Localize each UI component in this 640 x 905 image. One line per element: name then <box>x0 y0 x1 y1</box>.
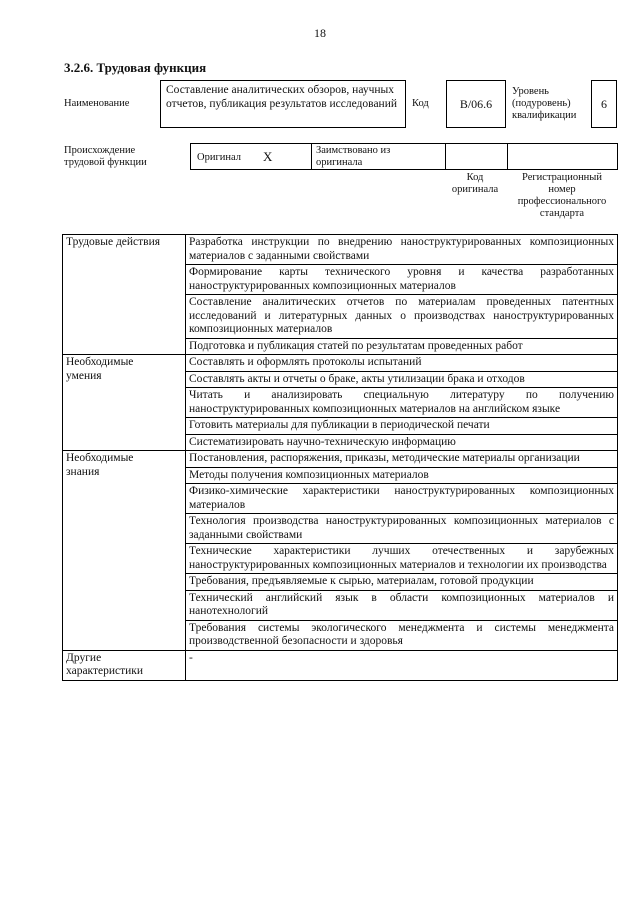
origin-label <box>64 145 147 169</box>
skill-item: Готовить материалы для публикации в периодической печати <box>186 418 618 435</box>
reg-caption-line-1: Регистрационный <box>522 172 602 183</box>
skill-item: Составлять и оформлять протоколы испытаний <box>186 355 618 372</box>
code-label: Код <box>412 98 429 109</box>
original-cell <box>191 144 311 169</box>
original-label: Оригинал <box>197 152 241 163</box>
level-label-line-3: квалификации <box>512 110 577 121</box>
reg-caption-line-4: стандарта <box>539 208 585 219</box>
skill-item: Составлять акты и отчеты о браке, акты утилизации брака и отходов <box>186 371 618 388</box>
table-row <box>63 355 618 372</box>
borrowed-label-line-1: Заимствовано из <box>316 145 391 156</box>
table-row <box>63 650 618 680</box>
function-table <box>62 234 618 681</box>
other-value: - <box>186 650 618 680</box>
labor-action-item: Составление аналитических отчетов по материалам проведенных патентных исследований и литературных данных о производствах наноструктурированных композиционных материалов <box>186 295 618 339</box>
reg-caption <box>506 172 618 220</box>
skills-label-line-1: Необходимые <box>66 356 134 368</box>
other-label-line-2: характеристики <box>66 665 144 677</box>
name-value-box <box>160 80 406 128</box>
borrowed-label-line-2: оригинала <box>316 157 363 168</box>
name-label: Наименование <box>64 98 130 109</box>
other-label <box>63 650 186 680</box>
reg-number-cell <box>507 144 617 169</box>
labor-action-item: Подготовка и публикация статей по результатам проведенных работ <box>186 338 618 355</box>
original-mark: X <box>263 149 273 164</box>
code-caption-line-1: Код <box>466 172 484 183</box>
knowledge-item: Технические характеристики лучших отечественных и зарубежных наноструктурированных композиционных материалов и технологии их производства <box>186 544 618 574</box>
other-label-line-1: Другие <box>66 651 102 664</box>
table-row <box>63 451 618 468</box>
level-label-line-1: Уровень <box>512 86 549 97</box>
skills-label-line-2: умения <box>66 369 102 382</box>
labor-actions-label: Трудовые действия <box>63 235 186 355</box>
labor-action-item: Разработка инструкции по внедрению наноструктурированных композиционных материалов с заданными свойствами <box>186 235 618 265</box>
origin-code-cell <box>445 144 507 169</box>
knowledge-item: Требования, предъявляемые к сырью, материалам, готовой продукции <box>186 574 618 591</box>
code-caption <box>444 172 506 196</box>
skill-item: Читать и анализировать специальную литературу по получению наноструктурированных композиционных материалов на английском языке <box>186 388 618 418</box>
knowledge-item: Постановления, распоряжения, приказы, методические материалы организации <box>186 451 618 468</box>
knowledge-label-line-1: Необходимые <box>66 452 134 464</box>
origin-row <box>190 143 618 170</box>
section-title: 3.2.6. Трудовая функция <box>64 60 207 75</box>
skill-item: Систематизировать научно-техническую информацию <box>186 434 618 451</box>
level-value: 6 <box>601 96 607 111</box>
borrowed-label <box>316 145 390 169</box>
origin-label-line-2: трудовой функции <box>64 157 147 168</box>
level-label-line-2: (подуровень) <box>512 98 571 109</box>
skills-label <box>63 355 186 451</box>
knowledge-item: Технология производства наноструктурированных композиционных материалов с заданными свойствами <box>186 514 618 544</box>
borrowed-cell <box>311 144 445 169</box>
knowledge-item: Физико-химические характеристики наноструктурированных композиционных материалов <box>186 484 618 514</box>
level-label <box>512 86 576 122</box>
knowledge-label <box>63 451 186 651</box>
code-caption-line-2: оригинала <box>451 184 499 195</box>
reg-caption-line-2: номер <box>548 184 576 195</box>
knowledge-item: Методы получения композиционных материалов <box>186 467 618 484</box>
table-row <box>63 235 618 265</box>
knowledge-label-line-2: знания <box>66 465 100 478</box>
code-value: B/06.6 <box>459 96 493 111</box>
code-value-box <box>446 80 506 128</box>
knowledge-item: Технический английский язык в области композиционных материалов и нанотехнологий <box>186 590 618 620</box>
knowledge-item: Требования системы экологического менеджмента и системы менеджмента производственной безопасности и здоровья <box>186 620 618 650</box>
labor-action-item: Формирование карты технического уровня и качества разработанных наноструктурированных композиционных материалов <box>186 265 618 295</box>
name-value: Составление аналитических обзоров, научных отчетов, публикация результатов исследований <box>166 84 398 110</box>
page-number: 18 <box>314 26 326 40</box>
origin-label-line-1: Происхождение <box>64 145 136 156</box>
reg-caption-line-3: профессионального <box>517 196 607 207</box>
level-value-box <box>591 80 617 128</box>
